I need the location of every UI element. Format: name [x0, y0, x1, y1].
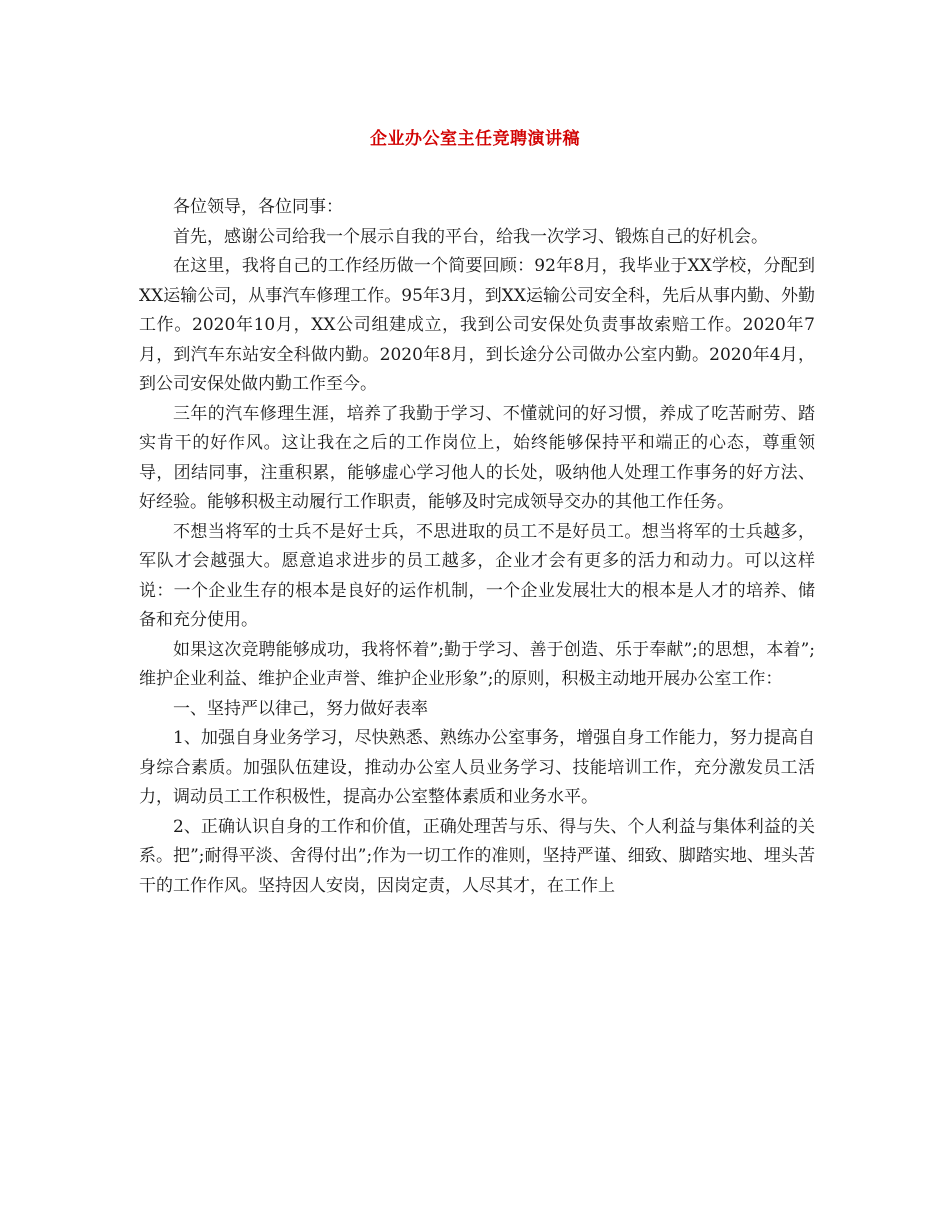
document-title: 企业办公室主任竞聘演讲稿	[370, 129, 580, 149]
document-body	[139, 193, 815, 901]
paragraph-greeting: 各位领导，各位同事：	[173, 197, 343, 217]
paragraph-commitment: 如果这次竞聘能够成功，我将怀着”;勤于学习、善于创造、乐于奉献”;的思想，本着”;维护企业利益、维护企业声誉、维护企业形象”;的原则，积极主动地开展办公室工作：	[139, 639, 815, 689]
paragraph-thanks: 首先，感谢公司给我一个展示自我的平台，给我一次学习、锻炼自己的好机会。	[173, 226, 768, 247]
paragraph-repair-career: 三年的汽车修理生涯，培养了我勤于学习、不懂就问的好习惯，养成了吃苦耐劳、踏实肯干的好作风。这让我在之后的工作岗位上，始终能够保持平和端正的心态，尊重领导，团结同事，注重积累，能够虚心学习他人的长处，吸纳他人处理工作事务的好方法、好经验。能够积极主动履行工作职责，能够及时完成领导交办的其他工作任务。	[139, 403, 815, 512]
paragraph-point-1: 1、加强自身业务学习，尽快熟悉、熟练办公室事务，增强自身工作能力，努力提高自身综合素质。加强队伍建设，推动办公室人员业务学习、技能培训工作，充分激发员工活力，调动员工工作积极性，提高办公室整体素质和业务水平。	[139, 728, 815, 807]
paragraph-ambition: 不想当将军的士兵不是好士兵，不思进取的员工不是好员工。想当将军的士兵越多，军队才会越强大。愿意追求进步的员工越多，企业才会有更多的活力和动力。可以这样说：一个企业生存的根本是良好的运作机制，一个企业发展壮大的根本是人才的培养、储备和充分使用。	[139, 521, 815, 630]
paragraph-work-history: 在这里，我将自己的工作经历做一个简要回顾：92年8月，我毕业于XX学校，分配到XX运输公司，从事汽车修理工作。95年3月，到XX运输公司安全科，先后从事内勤、外勤工作。2020年10月，XX公司组建成立，我到公司安保处负责事故索赔工作。2020年7月，到汽车东站安全科做内勤。2020年8月，到长途分公司做办公室内勤。2020年4月，到公司安保处做内勤工作至今。	[139, 256, 815, 394]
section-heading-1: 一、坚持严以律己，努力做好表率	[173, 698, 428, 719]
paragraph-point-2: 2、正确认识自身的工作和价值，正确处理苦与乐、得与失、个人利益与集体利益的关系。把”;耐得平淡、舍得付出”;作为一切工作的准则，坚持严谨、细致、脚踏实地、埋头苦干的工作作风。坚持因人安岗，因岗定责，人尽其才，在工作上	[139, 816, 815, 896]
